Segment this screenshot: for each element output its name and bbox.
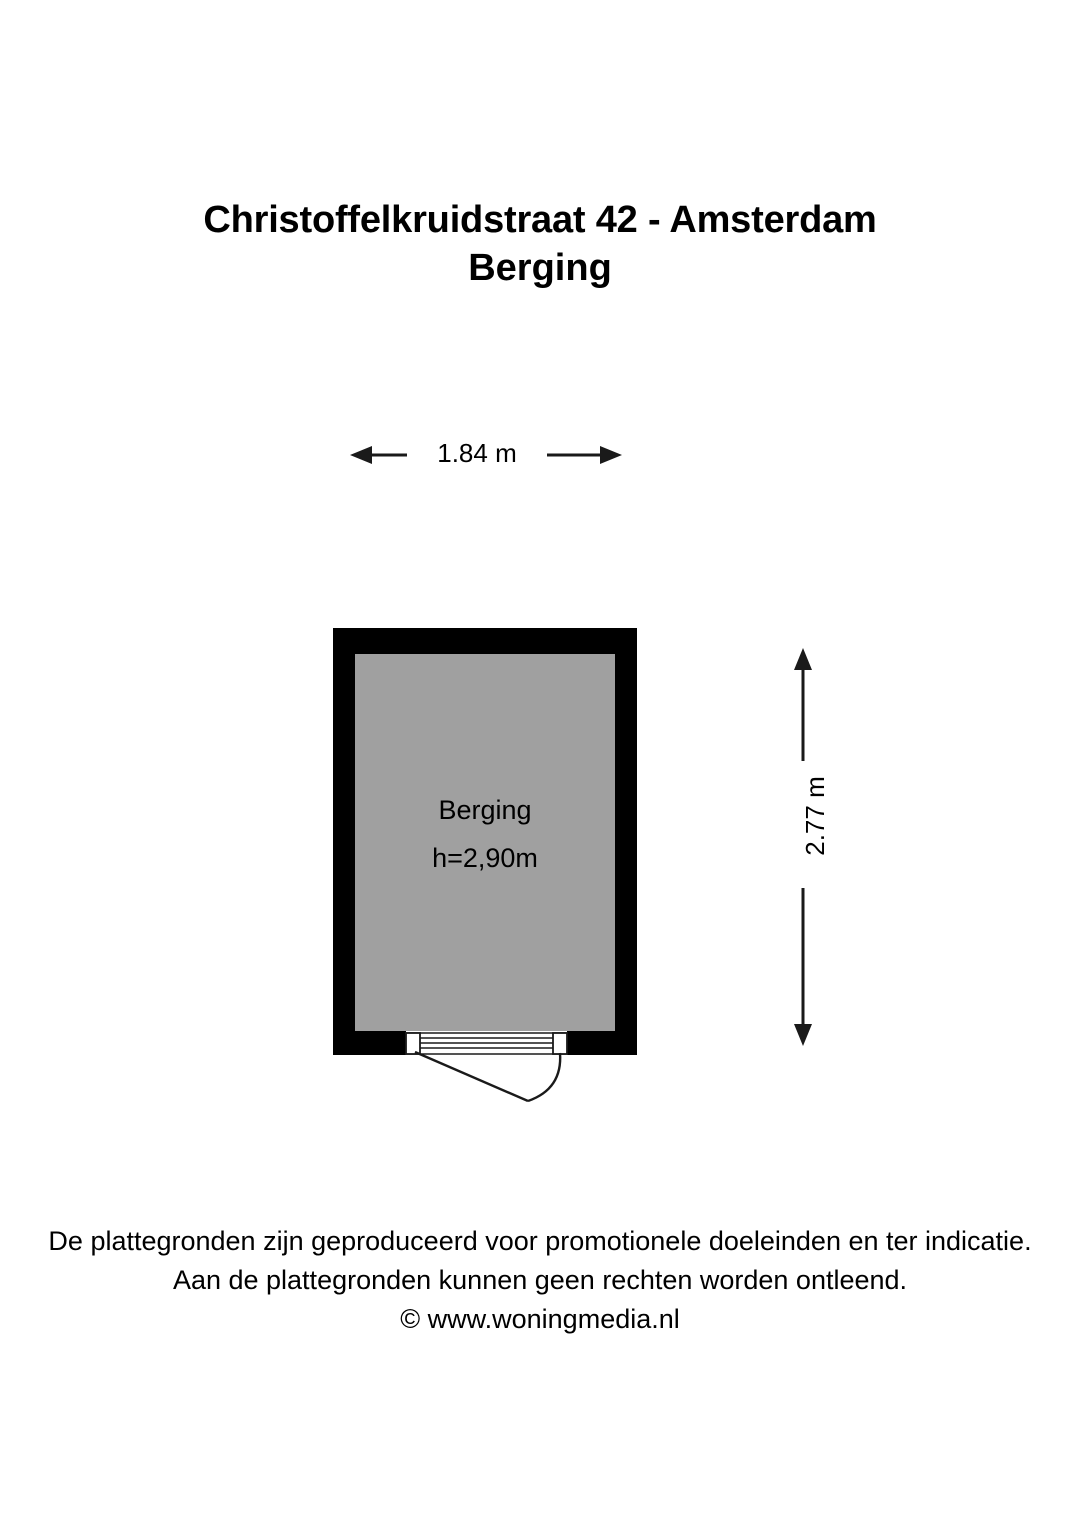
room-label-height: h=2,90m [432,843,538,873]
dimension-label-width: 1.84 m [407,437,547,469]
door-opening [406,1033,567,1054]
page-title-subtitle: Berging [468,247,612,289]
door-swing-arc [415,1052,560,1101]
room-label-name: Berging [438,795,532,825]
page-title-address: Christoffelkruidstraat 42 - Amsterdam [203,199,877,241]
footer-line-1: De plattegronden zijn geproduceerd voor promotionele doeleinden en ter indicatie. [48,1226,1032,1256]
footer-line-2: Aan de plattegronden kunnen geen rechten worden ontleend. [172,1265,908,1295]
dimension-label-depth: 2.77 m [799,761,831,871]
footer-line-3: © www.woningmedia.nl [400,1304,680,1334]
footer-disclaimer [0,1222,1080,1339]
